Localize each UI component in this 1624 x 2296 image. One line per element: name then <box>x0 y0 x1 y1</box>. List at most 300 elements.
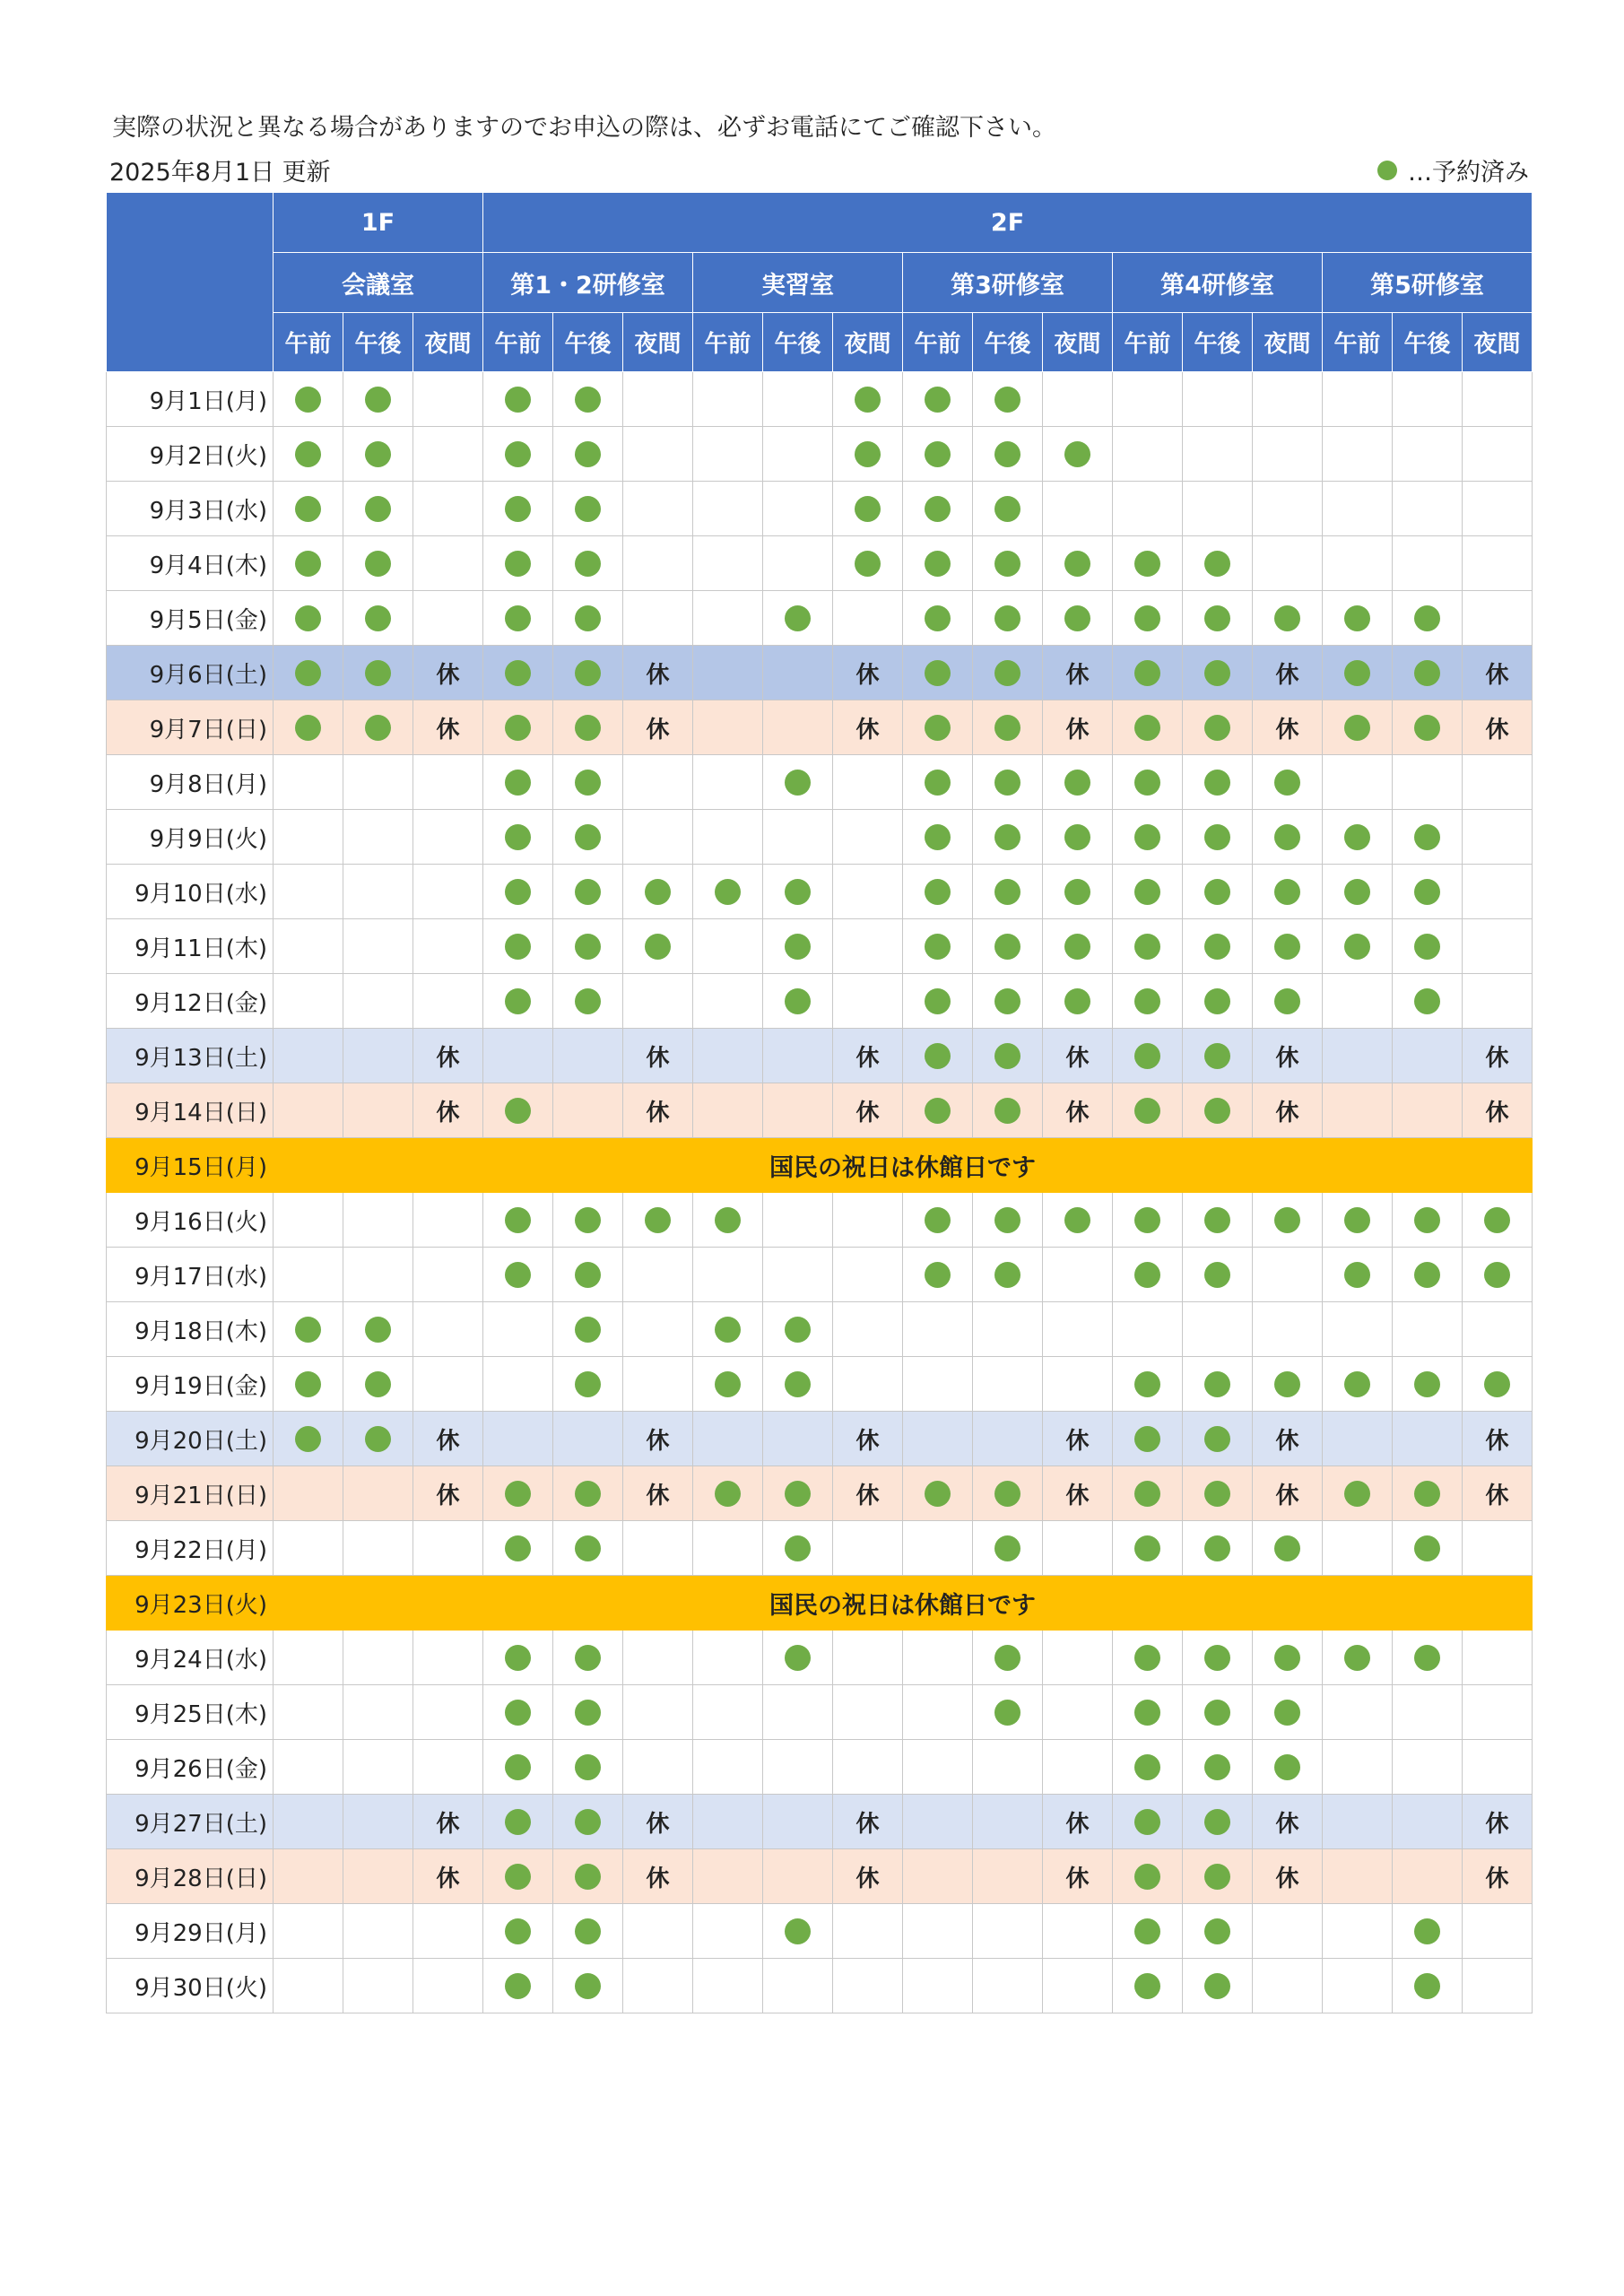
holiday-message: 国民の祝日は休館日です <box>274 1138 1533 1193</box>
slot-cell <box>483 1631 553 1685</box>
slot-cell <box>1463 810 1533 865</box>
slot-cell <box>623 536 693 591</box>
reserved-dot-icon <box>925 551 951 577</box>
reserved-dot-icon <box>1134 1864 1160 1890</box>
schedule-body <box>107 372 1533 2013</box>
slot-cell <box>903 1959 973 2013</box>
slot-cell <box>623 810 693 865</box>
slot-cell <box>413 1685 483 1740</box>
reserved-dot-icon <box>505 1481 531 1507</box>
slot-cell <box>903 1302 973 1357</box>
slot-cell <box>343 1904 413 1959</box>
closed-mark: 休 <box>1275 661 1299 689</box>
closed-mark: 休 <box>436 1865 460 1892</box>
slot-cell <box>1113 1083 1183 1138</box>
slot-cell <box>973 1083 1043 1138</box>
reserved-dot-icon <box>295 496 321 522</box>
slot-cell <box>1043 646 1113 700</box>
slot-cell <box>483 536 553 591</box>
slot-cell <box>483 482 553 536</box>
slot-cell <box>413 1849 483 1904</box>
slot-cell <box>553 1193 623 1248</box>
slot-cell <box>623 919 693 974</box>
reserved-dot-icon <box>994 770 1020 796</box>
slot-cell <box>1113 755 1183 810</box>
date-cell: 9月14日(日) <box>107 1083 274 1138</box>
slot-cell <box>833 536 903 591</box>
slot-cell <box>1253 1302 1323 1357</box>
schedule-row <box>107 700 1533 755</box>
slot-cell <box>1253 1248 1323 1302</box>
schedule-row <box>107 1740 1533 1795</box>
closed-mark: 休 <box>1275 1865 1299 1892</box>
reserved-dot-icon <box>994 605 1020 631</box>
reserved-dot-icon <box>575 660 601 686</box>
room-header: 第1・2研修室 <box>483 253 693 313</box>
floor-header-row <box>107 193 1533 253</box>
slot-cell <box>1323 1631 1393 1685</box>
slot-cell <box>973 646 1043 700</box>
slot-cell <box>483 1795 553 1849</box>
slot-cell <box>973 919 1043 974</box>
slot-cell <box>1463 1029 1533 1083</box>
slot-cell <box>1393 1904 1463 1959</box>
slot-cell <box>413 591 483 646</box>
closed-mark: 休 <box>1275 1099 1299 1126</box>
reserved-dot-icon <box>994 1098 1020 1124</box>
schedule-row <box>107 1795 1533 1849</box>
reserved-dot-icon <box>1377 161 1397 180</box>
slot-cell <box>623 1029 693 1083</box>
slot-cell <box>1323 974 1393 1029</box>
slot-cell <box>1463 646 1533 700</box>
reserved-dot-icon <box>1204 551 1230 577</box>
schedule-row <box>107 755 1533 810</box>
slot-cell <box>763 427 833 482</box>
date-cell: 9月18日(木) <box>107 1302 274 1357</box>
schedule-row <box>107 1029 1533 1083</box>
slot-cell <box>1393 810 1463 865</box>
reserved-dot-icon <box>994 1535 1020 1561</box>
slot-cell <box>1463 1904 1533 1959</box>
reserved-dot-icon <box>925 1481 951 1507</box>
reserved-dot-icon <box>365 387 391 413</box>
slot-cell <box>343 1631 413 1685</box>
slot-cell <box>833 700 903 755</box>
date-cell: 9月6日(土) <box>107 646 274 700</box>
reserved-dot-icon <box>575 605 601 631</box>
reserved-dot-icon <box>1204 605 1230 631</box>
slot-cell <box>413 974 483 1029</box>
slot-cell <box>1183 1193 1253 1248</box>
slot-cell <box>483 865 553 919</box>
slot-cell <box>413 1795 483 1849</box>
slot-cell <box>1463 482 1533 536</box>
slot-cell <box>1113 810 1183 865</box>
slot-cell <box>833 1795 903 1849</box>
reserved-dot-icon <box>855 551 881 577</box>
room-header: 第3研修室 <box>903 253 1113 313</box>
slot-cell <box>274 1795 343 1849</box>
reserved-dot-icon <box>994 496 1020 522</box>
slot-cell <box>973 1740 1043 1795</box>
date-cell: 9月12日(金) <box>107 974 274 1029</box>
slot-cell <box>553 427 623 482</box>
slot-cell <box>553 646 623 700</box>
slot-cell <box>1253 1685 1323 1740</box>
slot-cell <box>903 1740 973 1795</box>
slot-cell <box>623 1849 693 1904</box>
slot-cell <box>833 919 903 974</box>
slot-cell <box>1253 1466 1323 1521</box>
reserved-dot-icon <box>925 387 951 413</box>
reserved-dot-icon <box>1134 715 1160 741</box>
slot-cell <box>553 482 623 536</box>
slot-cell <box>1253 591 1323 646</box>
reserved-dot-icon <box>1134 934 1160 960</box>
reserved-dot-icon <box>855 496 881 522</box>
slot-cell <box>1323 591 1393 646</box>
slot-cell <box>553 1521 623 1576</box>
schedule-row <box>107 646 1533 700</box>
slot-cell <box>623 646 693 700</box>
slot-cell <box>1113 536 1183 591</box>
closed-mark: 休 <box>855 1099 880 1126</box>
room-header: 第5研修室 <box>1323 253 1533 313</box>
reserved-dot-icon <box>295 1426 321 1452</box>
slot-cell <box>413 1740 483 1795</box>
reserved-dot-icon <box>1274 988 1300 1014</box>
reserved-dot-icon <box>295 441 321 467</box>
slot-cell <box>693 646 763 700</box>
reserved-dot-icon <box>994 551 1020 577</box>
reserved-dot-icon <box>1344 1481 1370 1507</box>
slot-cell <box>763 372 833 427</box>
reserved-dot-icon <box>365 551 391 577</box>
slot-cell <box>973 700 1043 755</box>
slot-cell <box>413 1904 483 1959</box>
reserved-dot-icon <box>505 1864 531 1890</box>
slot-cell <box>623 1740 693 1795</box>
date-cell: 9月2日(火) <box>107 427 274 482</box>
reserved-dot-icon <box>715 879 741 905</box>
schedule-row <box>107 1412 1533 1466</box>
slot-cell <box>693 427 763 482</box>
period-header: 午後 <box>973 313 1043 372</box>
slot-cell <box>833 1904 903 1959</box>
slot-cell <box>1043 1357 1113 1412</box>
date-cell: 9月24日(水) <box>107 1631 274 1685</box>
slot-cell <box>1463 591 1533 646</box>
reserved-dot-icon <box>1414 879 1440 905</box>
schedule-row <box>107 591 1533 646</box>
slot-cell <box>903 482 973 536</box>
closed-mark: 休 <box>436 1427 460 1455</box>
reserved-dot-icon <box>1204 934 1230 960</box>
slot-cell <box>903 700 973 755</box>
reserved-dot-icon <box>1344 879 1370 905</box>
schedule-row <box>107 1576 1533 1631</box>
slot-cell <box>833 1466 903 1521</box>
slot-cell <box>1463 427 1533 482</box>
reserved-dot-icon <box>785 988 811 1014</box>
slot-cell <box>1323 919 1393 974</box>
reserved-dot-icon <box>994 824 1020 850</box>
slot-cell <box>1393 482 1463 536</box>
slot-cell <box>623 372 693 427</box>
slot-cell <box>833 1521 903 1576</box>
slot-cell <box>1463 1193 1533 1248</box>
slot-cell <box>833 974 903 1029</box>
closed-mark: 休 <box>855 661 880 689</box>
slot-cell <box>623 1193 693 1248</box>
slot-cell <box>833 755 903 810</box>
slot-cell <box>1463 1302 1533 1357</box>
slot-cell <box>1323 1083 1393 1138</box>
slot-cell <box>343 482 413 536</box>
reserved-dot-icon <box>994 934 1020 960</box>
slot-cell <box>274 1029 343 1083</box>
reserved-dot-icon <box>1134 1043 1160 1069</box>
slot-cell <box>413 1412 483 1466</box>
schedule-row <box>107 919 1533 974</box>
schedule-row <box>107 1083 1533 1138</box>
closed-mark: 休 <box>1485 1427 1509 1455</box>
reserved-dot-icon <box>1134 660 1160 686</box>
reserved-dot-icon <box>1064 441 1090 467</box>
reserved-dot-icon <box>785 934 811 960</box>
slot-cell <box>274 1466 343 1521</box>
reserved-dot-icon <box>575 770 601 796</box>
slot-cell <box>483 1357 553 1412</box>
reserved-dot-icon <box>1134 879 1160 905</box>
slot-cell <box>1043 810 1113 865</box>
reserved-dot-icon <box>1204 988 1230 1014</box>
slot-cell <box>274 1740 343 1795</box>
slot-cell <box>274 810 343 865</box>
slot-cell <box>693 919 763 974</box>
slot-cell <box>1323 1904 1393 1959</box>
closed-mark: 休 <box>1065 716 1090 744</box>
slot-cell <box>1043 1193 1113 1248</box>
slot-cell <box>903 1083 973 1138</box>
slot-cell <box>1113 646 1183 700</box>
slot-cell <box>274 536 343 591</box>
slot-cell <box>1183 1849 1253 1904</box>
slot-cell <box>693 974 763 1029</box>
reserved-dot-icon <box>994 1262 1020 1288</box>
slot-cell <box>693 1631 763 1685</box>
closed-mark: 休 <box>855 1810 880 1838</box>
slot-cell <box>553 591 623 646</box>
slot-cell <box>1183 865 1253 919</box>
reserved-dot-icon <box>715 1371 741 1397</box>
reserved-dot-icon <box>1204 1700 1230 1726</box>
slot-cell <box>973 1029 1043 1083</box>
slot-cell <box>1323 1029 1393 1083</box>
reserved-dot-icon <box>505 770 531 796</box>
period-header: 夜間 <box>1253 313 1323 372</box>
reserved-dot-icon <box>925 988 951 1014</box>
reserved-dot-icon <box>575 1918 601 1944</box>
reserved-dot-icon <box>1204 1754 1230 1780</box>
period-header: 午前 <box>693 313 763 372</box>
slot-cell <box>274 1248 343 1302</box>
slot-cell <box>483 919 553 974</box>
slot-cell <box>1253 1357 1323 1412</box>
reserved-dot-icon <box>1064 605 1090 631</box>
slot-cell <box>1253 1631 1323 1685</box>
slot-cell <box>973 482 1043 536</box>
slot-cell <box>623 1357 693 1412</box>
schedule-row <box>107 1904 1533 1959</box>
reserved-dot-icon <box>1344 715 1370 741</box>
slot-cell <box>1043 536 1113 591</box>
slot-cell <box>343 1466 413 1521</box>
slot-cell <box>274 1521 343 1576</box>
slot-cell <box>274 755 343 810</box>
slot-cell <box>1043 1849 1113 1904</box>
slot-cell <box>903 1029 973 1083</box>
slot-cell <box>973 865 1043 919</box>
slot-cell <box>483 1029 553 1083</box>
slot-cell <box>1393 974 1463 1029</box>
slot-cell <box>903 1904 973 1959</box>
slot-cell <box>1393 1685 1463 1740</box>
slot-cell <box>763 1849 833 1904</box>
slot-cell <box>343 372 413 427</box>
closed-mark: 休 <box>1065 661 1090 689</box>
reserved-dot-icon <box>645 1207 671 1233</box>
reserved-dot-icon <box>575 1317 601 1343</box>
closed-mark: 休 <box>855 1044 880 1072</box>
slot-cell <box>833 1302 903 1357</box>
slot-cell <box>1393 1740 1463 1795</box>
closed-mark: 休 <box>646 716 670 744</box>
reserved-dot-icon <box>1274 1535 1300 1561</box>
slot-cell <box>1323 755 1393 810</box>
slot-cell <box>1113 1412 1183 1466</box>
slot-cell <box>623 482 693 536</box>
reserved-dot-icon <box>1134 1207 1160 1233</box>
slot-cell <box>1253 1849 1323 1904</box>
slot-cell <box>833 1412 903 1466</box>
period-header: 午後 <box>1393 313 1463 372</box>
slot-cell <box>1463 974 1533 1029</box>
slot-cell <box>1393 1631 1463 1685</box>
slot-cell <box>1113 700 1183 755</box>
slot-cell <box>1043 1302 1113 1357</box>
reserved-dot-icon <box>505 605 531 631</box>
slot-cell <box>693 1521 763 1576</box>
reserved-dot-icon <box>1204 1207 1230 1233</box>
slot-cell <box>1253 1795 1323 1849</box>
slot-cell <box>343 810 413 865</box>
slot-cell <box>623 1302 693 1357</box>
slot-cell <box>1113 1740 1183 1795</box>
slot-cell <box>553 536 623 591</box>
slot-cell <box>903 1521 973 1576</box>
slot-cell <box>833 482 903 536</box>
slot-cell <box>553 1795 623 1849</box>
slot-cell <box>274 1193 343 1248</box>
date-cell: 9月4日(木) <box>107 536 274 591</box>
slot-cell <box>833 1193 903 1248</box>
slot-cell <box>833 1959 903 2013</box>
slot-cell <box>833 1740 903 1795</box>
slot-cell <box>1393 1849 1463 1904</box>
slot-cell <box>413 1083 483 1138</box>
slot-cell <box>973 1357 1043 1412</box>
slot-cell <box>693 1412 763 1466</box>
slot-cell <box>1183 1357 1253 1412</box>
date-cell: 9月8日(月) <box>107 755 274 810</box>
slot-cell <box>1463 372 1533 427</box>
slot-cell <box>833 810 903 865</box>
slot-cell <box>343 1521 413 1576</box>
reserved-dot-icon <box>365 496 391 522</box>
room-header: 実習室 <box>693 253 903 313</box>
slot-cell <box>1113 919 1183 974</box>
slot-cell <box>1253 372 1323 427</box>
slot-cell <box>553 1357 623 1412</box>
slot-cell <box>763 1631 833 1685</box>
slot-cell <box>553 1248 623 1302</box>
slot-cell <box>1113 1193 1183 1248</box>
slot-cell <box>693 1904 763 1959</box>
reserved-dot-icon <box>295 551 321 577</box>
slot-cell <box>1043 1740 1113 1795</box>
reserved-dot-icon <box>785 1371 811 1397</box>
slot-cell <box>1253 1959 1323 2013</box>
slot-cell <box>1463 700 1533 755</box>
slot-cell <box>483 1248 553 1302</box>
floor-header: 2F <box>483 193 1533 253</box>
date-cell: 9月9日(火) <box>107 810 274 865</box>
slot-cell <box>553 1959 623 2013</box>
reserved-dot-icon <box>925 879 951 905</box>
slot-cell <box>413 810 483 865</box>
reserved-dot-icon <box>1414 1918 1440 1944</box>
reserved-dot-icon <box>1414 1207 1440 1233</box>
closed-mark: 休 <box>646 1810 670 1838</box>
slot-cell <box>1393 536 1463 591</box>
reserved-dot-icon <box>575 1535 601 1561</box>
slot-cell <box>1113 974 1183 1029</box>
slot-cell <box>623 700 693 755</box>
reserved-dot-icon <box>575 441 601 467</box>
reserved-dot-icon <box>1204 1262 1230 1288</box>
slot-cell <box>1183 591 1253 646</box>
reserved-dot-icon <box>1414 605 1440 631</box>
slot-cell <box>903 865 973 919</box>
slot-cell <box>973 1193 1043 1248</box>
updated-date: 2025年8月1日 更新 <box>109 159 331 187</box>
slot-cell <box>973 1795 1043 1849</box>
slot-cell <box>693 1795 763 1849</box>
slot-cell <box>1183 919 1253 974</box>
slot-cell <box>1043 974 1113 1029</box>
slot-cell <box>483 1685 553 1740</box>
date-cell: 9月10日(水) <box>107 865 274 919</box>
slot-cell <box>693 755 763 810</box>
reserved-dot-icon <box>1204 715 1230 741</box>
reserved-dot-icon <box>1414 934 1440 960</box>
period-header-row <box>107 313 1533 372</box>
slot-cell <box>693 1357 763 1412</box>
reserved-dot-icon <box>925 441 951 467</box>
slot-cell <box>763 1357 833 1412</box>
